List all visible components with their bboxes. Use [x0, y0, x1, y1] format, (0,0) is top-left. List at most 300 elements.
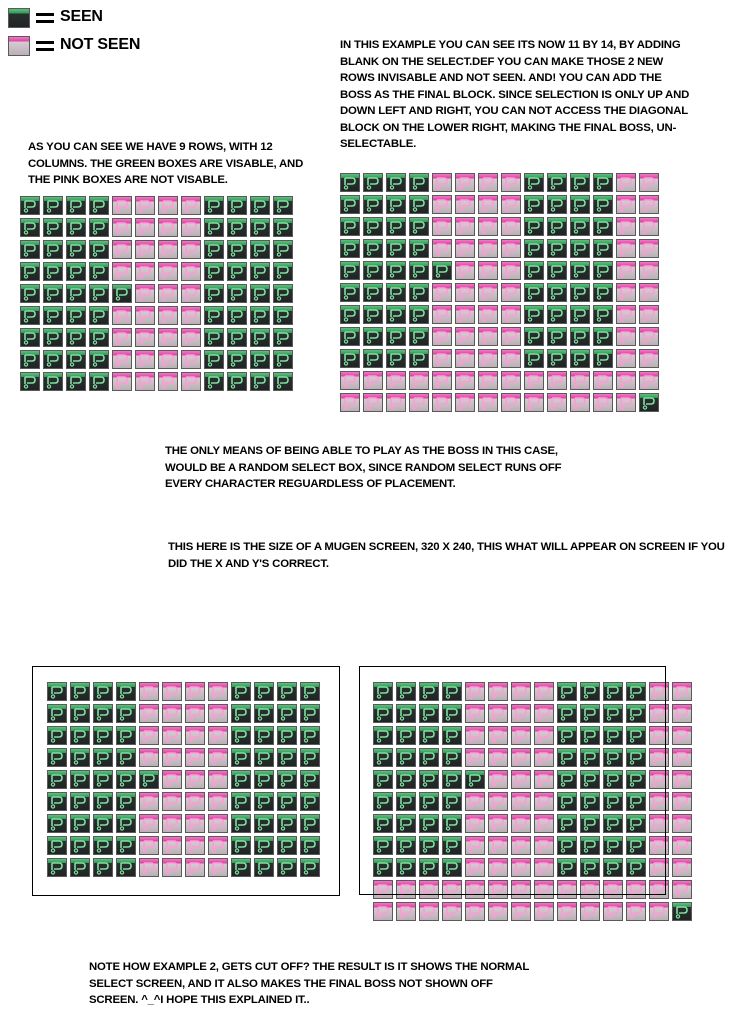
not-seen-box-icon — [158, 284, 178, 303]
seen-box-icon — [363, 173, 383, 192]
seen-box-icon — [363, 305, 383, 324]
seen-box-icon — [340, 195, 360, 214]
seen-box-icon — [547, 173, 567, 192]
not-seen-box-icon — [455, 195, 475, 214]
seen-box-icon — [43, 350, 63, 369]
seen-box-icon — [570, 327, 590, 346]
seen-box-icon — [524, 173, 544, 192]
seen-box-icon — [227, 262, 247, 281]
not-seen-box-icon — [639, 371, 659, 390]
not-seen-box-icon — [672, 770, 692, 789]
seen-box-icon — [593, 261, 613, 280]
seen-box-icon — [340, 239, 360, 258]
not-seen-box-icon — [135, 284, 155, 303]
seen-box-icon — [524, 217, 544, 236]
seen-box-icon — [20, 240, 40, 259]
seen-box-icon — [70, 726, 90, 745]
seen-box-icon — [547, 305, 567, 324]
seen-box-icon — [66, 328, 86, 347]
not-seen-box-icon — [639, 349, 659, 368]
seen-box-icon — [20, 284, 40, 303]
seen-box-icon — [386, 261, 406, 280]
seen-box-icon — [254, 748, 274, 767]
seen-box-icon — [227, 372, 247, 391]
seen-box-icon — [273, 240, 293, 259]
seen-box-icon — [409, 261, 429, 280]
seen-box-icon — [70, 770, 90, 789]
not-seen-box-icon — [478, 261, 498, 280]
not-seen-box-icon — [639, 283, 659, 302]
not-seen-box-icon — [478, 195, 498, 214]
note-text: NOTE HOW EXAMPLE 2, GETS CUT OFF? THE RESULT IS IT SHOWS THE NORMAL SELECT SCREEN, AND IT ALSO MAKES THE FINAL BOSS NOT SHOWN OFF SCREEN. ^_^I HOPE THIS EXPLAINED IT.. — [89, 961, 529, 1006]
not-seen-box-icon — [185, 814, 205, 833]
seen-box-icon — [204, 218, 224, 237]
seen-box-icon — [409, 173, 429, 192]
not-seen-box-icon — [112, 350, 132, 369]
not-seen-box-icon — [135, 218, 155, 237]
mugen-screen-frame-2 — [359, 666, 666, 895]
seen-box-icon — [43, 240, 63, 259]
not-seen-box-icon — [432, 305, 452, 324]
seen-box-icon — [89, 240, 109, 259]
seen-box-icon — [231, 858, 251, 877]
seen-box-icon — [231, 770, 251, 789]
seen-box-icon — [593, 283, 613, 302]
not-seen-box-icon — [162, 770, 182, 789]
seen-box-icon — [43, 328, 63, 347]
seen-box-icon — [116, 836, 136, 855]
seen-box-icon — [432, 261, 452, 280]
seen-box-icon — [70, 814, 90, 833]
not-seen-box-icon — [208, 836, 228, 855]
seen-box-icon — [116, 770, 136, 789]
seen-box-icon — [570, 239, 590, 258]
not-seen-box-icon — [185, 858, 205, 877]
not-seen-box-icon — [419, 902, 439, 921]
not-seen-box-icon — [626, 902, 646, 921]
seen-box-icon — [409, 349, 429, 368]
seen-box-icon — [66, 240, 86, 259]
not-seen-box-icon — [162, 792, 182, 811]
seen-box-icon — [386, 327, 406, 346]
not-seen-box-icon — [432, 283, 452, 302]
not-seen-box-icon — [478, 393, 498, 412]
seen-box-icon — [273, 196, 293, 215]
seen-box-icon — [363, 283, 383, 302]
seen-box-icon — [89, 262, 109, 281]
seen-box-icon — [273, 372, 293, 391]
not-seen-box-icon — [386, 393, 406, 412]
not-seen-box-icon — [616, 261, 636, 280]
seen-box-icon — [300, 748, 320, 767]
not-seen-box-icon — [478, 371, 498, 390]
seen-box-icon — [593, 305, 613, 324]
seen-box-icon — [47, 836, 67, 855]
not-seen-box-icon — [501, 305, 521, 324]
seen-box-icon — [254, 858, 274, 877]
seen-box-icon — [524, 327, 544, 346]
seen-box-icon — [70, 682, 90, 701]
not-seen-box-icon — [409, 371, 429, 390]
not-seen-box-icon — [501, 371, 521, 390]
not-seen-box-icon — [442, 902, 462, 921]
seen-box-icon — [639, 393, 659, 412]
not-seen-box-icon — [158, 306, 178, 325]
seen-box-icon — [70, 792, 90, 811]
seen-box-icon — [254, 836, 274, 855]
seen-box-icon — [593, 327, 613, 346]
not-seen-box-icon — [135, 350, 155, 369]
not-seen-box-icon — [501, 173, 521, 192]
seen-box-icon — [231, 704, 251, 723]
not-seen-box-icon — [593, 371, 613, 390]
seen-box-icon — [570, 173, 590, 192]
seen-box-icon — [204, 350, 224, 369]
not-seen-box-icon — [162, 748, 182, 767]
not-seen-box-icon — [135, 372, 155, 391]
not-seen-box-icon — [432, 195, 452, 214]
not-seen-box-icon — [501, 217, 521, 236]
not-seen-box-icon — [158, 328, 178, 347]
seen-box-icon — [89, 350, 109, 369]
not-seen-box-icon — [181, 196, 201, 215]
not-seen-box-icon — [524, 371, 544, 390]
not-seen-box-icon — [208, 704, 228, 723]
not-seen-box-icon — [478, 239, 498, 258]
seen-box-icon — [116, 814, 136, 833]
seen-box-icon — [93, 726, 113, 745]
seen-box-icon — [116, 726, 136, 745]
seen-box-icon — [273, 350, 293, 369]
seen-box-icon — [254, 792, 274, 811]
not-seen-box-icon — [501, 283, 521, 302]
seen-box-icon — [570, 217, 590, 236]
not-seen-box-icon — [432, 371, 452, 390]
seen-box-icon — [386, 305, 406, 324]
seen-box-icon — [20, 350, 40, 369]
not-seen-box-icon — [162, 814, 182, 833]
seen-box-icon — [340, 217, 360, 236]
not-seen-box-icon — [432, 239, 452, 258]
not-seen-box-icon — [639, 195, 659, 214]
seen-box-icon — [66, 284, 86, 303]
not-seen-box-icon — [639, 173, 659, 192]
seen-box-icon — [273, 262, 293, 281]
seen-box-icon — [363, 261, 383, 280]
seen-box-icon — [570, 195, 590, 214]
not-seen-box-icon — [501, 261, 521, 280]
seen-box-icon — [43, 284, 63, 303]
not-seen-box-icon — [432, 349, 452, 368]
seen-box-icon — [300, 682, 320, 701]
not-seen-label: NOT SEEN — [60, 36, 141, 53]
not-seen-box-icon — [162, 726, 182, 745]
seen-box-icon — [547, 349, 567, 368]
not-seen-box-icon — [639, 239, 659, 258]
not-seen-box-icon — [181, 284, 201, 303]
seen-box-icon — [277, 814, 297, 833]
seen-box-icon — [300, 704, 320, 723]
random-select-text: THE ONLY MEANS OF BEING ABLE TO PLAY AS THE BOSS IN THIS CASE, WOULD BE A RANDOM SELECT BOX, SINCE RANDOM SELECT RUNS OFF EVERY CHARACTER REGUARDLESS OF PLACEMENT. — [165, 445, 562, 490]
not-seen-box-icon — [488, 902, 508, 921]
seen-box-icon — [227, 328, 247, 347]
seen-box-icon — [409, 239, 429, 258]
not-seen-box-icon — [616, 371, 636, 390]
not-seen-box-icon — [616, 283, 636, 302]
not-seen-box-icon — [639, 305, 659, 324]
seen-box-icon — [227, 284, 247, 303]
not-seen-box-icon — [672, 792, 692, 811]
not-seen-box-icon — [139, 748, 159, 767]
seen-box-icon — [250, 350, 270, 369]
not-seen-box-icon — [181, 240, 201, 259]
seen-box-icon — [20, 218, 40, 237]
not-seen-box-icon — [639, 327, 659, 346]
not-seen-box-icon — [158, 372, 178, 391]
seen-box-icon — [386, 349, 406, 368]
seen-box-icon — [250, 196, 270, 215]
seen-box-icon — [112, 284, 132, 303]
seen-box-icon — [409, 195, 429, 214]
not-seen-box-icon — [616, 393, 636, 412]
seen-box-icon — [254, 682, 274, 701]
not-seen-box-icon — [478, 305, 498, 324]
seen-box-icon — [524, 349, 544, 368]
seen-box-icon — [93, 836, 113, 855]
seen-box-icon — [89, 306, 109, 325]
seen-box-icon — [70, 836, 90, 855]
seen-box-icon — [93, 792, 113, 811]
seen-box-icon — [70, 858, 90, 877]
not-seen-box-icon — [185, 748, 205, 767]
not-seen-box-icon — [672, 682, 692, 701]
seen-box-icon — [363, 239, 383, 258]
seen-box-icon — [43, 306, 63, 325]
seen-box-icon — [204, 284, 224, 303]
not-seen-box-icon — [547, 393, 567, 412]
equals-icon — [36, 20, 54, 23]
not-seen-box-icon — [139, 682, 159, 701]
seen-box-icon — [250, 306, 270, 325]
not-seen-box-icon — [432, 393, 452, 412]
seen-box-icon — [547, 261, 567, 280]
not-seen-box-icon — [181, 218, 201, 237]
not-seen-box-icon — [616, 173, 636, 192]
seen-box-icon — [386, 283, 406, 302]
not-seen-box-icon — [501, 349, 521, 368]
not-seen-box-icon — [501, 327, 521, 346]
seen-label: SEEN — [60, 8, 103, 25]
not-seen-box-icon — [162, 682, 182, 701]
not-seen-box-icon — [455, 371, 475, 390]
not-seen-box-icon — [616, 239, 636, 258]
seen-box-icon — [20, 262, 40, 281]
seen-box-icon — [70, 748, 90, 767]
seen-box-icon — [89, 196, 109, 215]
not-seen-box-icon — [139, 704, 159, 723]
seen-box-icon — [593, 217, 613, 236]
not-seen-box-icon — [478, 283, 498, 302]
seen-box-icon — [254, 770, 274, 789]
seen-box-icon — [386, 173, 406, 192]
seen-box-icon — [8, 8, 30, 28]
not-seen-box-icon — [181, 328, 201, 347]
seen-box-icon — [547, 195, 567, 214]
seen-box-icon — [116, 748, 136, 767]
seen-box-icon — [547, 239, 567, 258]
seen-box-icon — [66, 350, 86, 369]
seen-box-icon — [386, 239, 406, 258]
seen-box-icon — [593, 239, 613, 258]
not-seen-box-icon — [386, 371, 406, 390]
seen-box-icon — [116, 682, 136, 701]
not-seen-box-icon — [181, 306, 201, 325]
not-seen-box-icon — [478, 173, 498, 192]
not-seen-box-icon — [112, 218, 132, 237]
seen-box-icon — [250, 262, 270, 281]
seen-box-icon — [277, 704, 297, 723]
not-seen-box-icon — [501, 239, 521, 258]
seen-box-icon — [300, 726, 320, 745]
not-seen-box-icon — [672, 814, 692, 833]
seen-box-icon — [20, 306, 40, 325]
seen-box-icon — [254, 704, 274, 723]
seen-box-icon — [204, 306, 224, 325]
seen-box-icon — [254, 814, 274, 833]
example2-intro-text: IN THIS EXAMPLE YOU CAN SEE ITS NOW 11 BY 14, BY ADDING BLANK ON THE SELECT.DEF YOU CAN MAKE THOSE 2 NEW ROWS INVISABLE AND NOT SEEN. AND! YOU CAN ADD THE BOSS AS THE FINAL BLOCK. SINCE SELECTION IS ONLY UP AND DOWN LEFT AND RIGHT, YOU CAN NOT ACCESS THE DIAGONAL BLOCK ON THE LOWER RIGHT, MAKING THE FINAL BOSS, UN-SELECTABLE. — [340, 39, 690, 150]
seen-box-icon — [66, 196, 86, 215]
not-seen-box-icon — [112, 196, 132, 215]
not-seen-box-icon — [162, 858, 182, 877]
not-seen-box-icon — [455, 261, 475, 280]
not-seen-box-icon — [181, 350, 201, 369]
not-seen-box-icon — [208, 792, 228, 811]
seen-box-icon — [89, 284, 109, 303]
seen-box-icon — [204, 240, 224, 259]
not-seen-box-icon — [139, 726, 159, 745]
not-seen-box-icon — [455, 239, 475, 258]
seen-box-icon — [340, 283, 360, 302]
equals-icon — [36, 13, 54, 16]
seen-box-icon — [47, 682, 67, 701]
equals-icon — [36, 41, 54, 44]
not-seen-box-icon — [396, 902, 416, 921]
seen-box-icon — [409, 217, 429, 236]
not-seen-box-icon — [616, 217, 636, 236]
not-seen-box-icon — [455, 327, 475, 346]
not-seen-box-icon — [363, 371, 383, 390]
seen-box-icon — [47, 704, 67, 723]
seen-box-icon — [231, 748, 251, 767]
not-seen-box-icon — [185, 704, 205, 723]
seen-box-icon — [43, 218, 63, 237]
seen-box-icon — [93, 704, 113, 723]
seen-box-icon — [227, 306, 247, 325]
seen-box-icon — [250, 240, 270, 259]
seen-box-icon — [93, 682, 113, 701]
not-seen-box-icon — [340, 371, 360, 390]
seen-box-icon — [672, 902, 692, 921]
seen-box-icon — [277, 726, 297, 745]
not-seen-box-icon — [112, 372, 132, 391]
seen-box-icon — [139, 770, 159, 789]
seen-box-icon — [227, 196, 247, 215]
not-seen-box-icon — [478, 217, 498, 236]
seen-box-icon — [524, 261, 544, 280]
not-seen-box-icon — [181, 372, 201, 391]
not-seen-box-icon — [185, 682, 205, 701]
not-seen-box-icon — [672, 704, 692, 723]
not-seen-box-icon — [616, 305, 636, 324]
not-seen-box-icon — [185, 792, 205, 811]
seen-box-icon — [47, 770, 67, 789]
not-seen-box-icon — [672, 748, 692, 767]
seen-box-icon — [363, 327, 383, 346]
seen-box-icon — [340, 173, 360, 192]
not-seen-box-icon — [185, 726, 205, 745]
not-seen-box-icon — [432, 173, 452, 192]
example1-grid — [20, 196, 293, 391]
seen-box-icon — [20, 196, 40, 215]
seen-box-icon — [204, 372, 224, 391]
not-seen-box-icon — [139, 858, 159, 877]
not-seen-box-icon — [139, 814, 159, 833]
seen-box-icon — [409, 283, 429, 302]
seen-box-icon — [593, 173, 613, 192]
not-seen-box-icon — [432, 217, 452, 236]
example1-grid-in-screen — [47, 682, 320, 877]
seen-box-icon — [273, 218, 293, 237]
seen-box-icon — [593, 349, 613, 368]
not-seen-box-icon — [580, 902, 600, 921]
not-seen-box-icon — [208, 770, 228, 789]
not-seen-box-icon — [649, 902, 669, 921]
seen-box-icon — [66, 218, 86, 237]
equals-icon — [36, 48, 54, 51]
not-seen-box-icon — [455, 283, 475, 302]
not-seen-box-icon — [162, 836, 182, 855]
not-seen-box-icon — [135, 196, 155, 215]
screen-size-text: THIS HERE IS THE SIZE OF A MUGEN SCREEN, 320 X 240, THIS WHAT WILL APPEAR ON SCREEN IF YOU DID THE X AND Y'S CORRECT. — [168, 541, 725, 570]
not-seen-box-icon — [616, 327, 636, 346]
not-seen-box-icon — [158, 262, 178, 281]
not-seen-box-icon — [135, 240, 155, 259]
seen-box-icon — [277, 682, 297, 701]
not-seen-box-icon — [139, 792, 159, 811]
seen-box-icon — [47, 814, 67, 833]
not-seen-box-icon — [639, 261, 659, 280]
seen-box-icon — [409, 327, 429, 346]
seen-box-icon — [273, 306, 293, 325]
not-seen-box-icon — [363, 393, 383, 412]
seen-box-icon — [340, 349, 360, 368]
seen-box-icon — [277, 858, 297, 877]
seen-box-icon — [250, 372, 270, 391]
not-seen-box-icon — [158, 350, 178, 369]
seen-box-icon — [363, 349, 383, 368]
seen-box-icon — [273, 284, 293, 303]
seen-box-icon — [66, 262, 86, 281]
not-seen-box-icon — [135, 328, 155, 347]
not-seen-box-icon — [455, 305, 475, 324]
seen-box-icon — [250, 284, 270, 303]
not-seen-box-icon — [547, 371, 567, 390]
not-seen-box-icon — [409, 393, 429, 412]
not-seen-box-icon — [208, 682, 228, 701]
not-seen-box-icon — [639, 217, 659, 236]
not-seen-box-icon — [465, 902, 485, 921]
seen-box-icon — [66, 372, 86, 391]
